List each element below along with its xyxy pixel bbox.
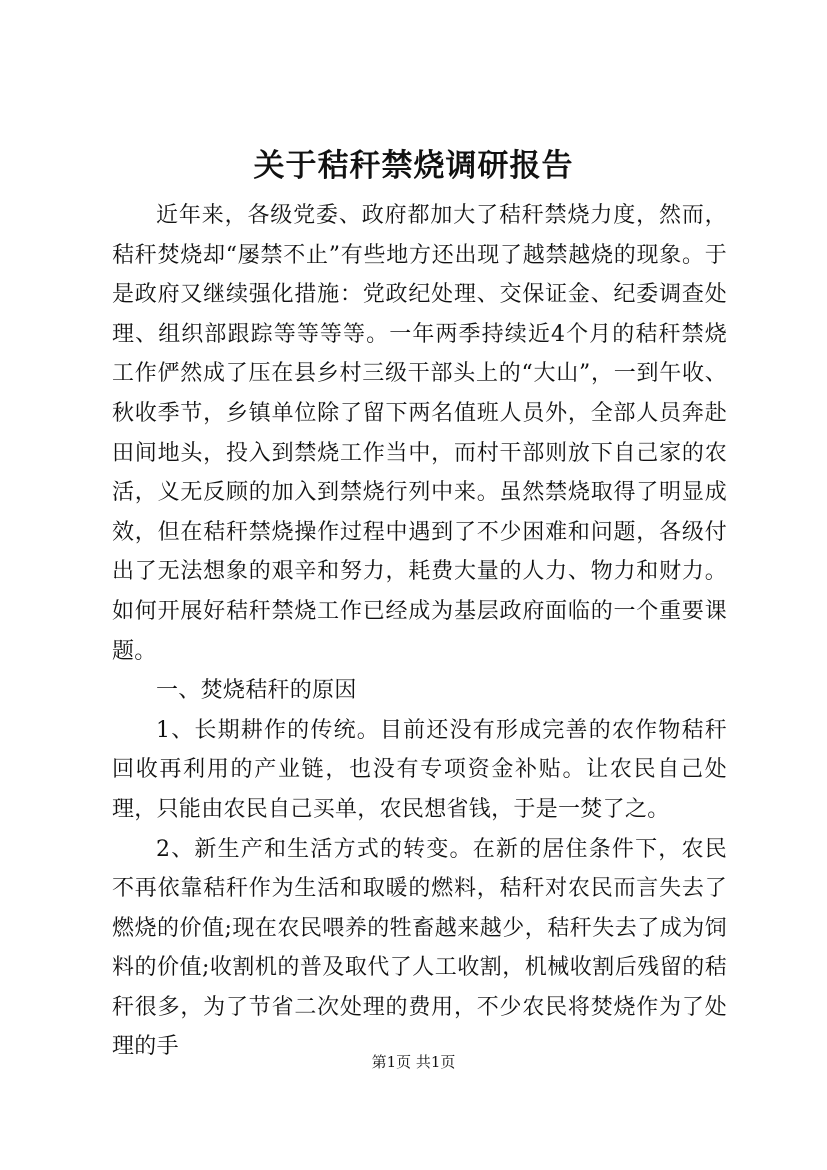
page-number-footer: 第1页 共1页 xyxy=(371,1053,456,1071)
paragraph-reason-1: 1、长期耕作的传统。目前还没有形成完善的农作物秸秆回收再利用的产业链，也没有专项资金补贴。让农民自己处理，只能由农民自己买单，农民想省钱，于是一焚了之。 xyxy=(112,717,727,822)
paragraph-intro: 近年来，各级党委、政府都加大了秸秆禁烧力度，然而，秸秆焚烧却“屡禁不止”有些地方还出现了越禁越烧的现象。于是政府又继续强化措施：党政纪处理、交保证金、纪委调查处理、组织部跟踪等等等等。一年两季持续近4个月的秸秆禁烧工作俨然成了压在县乡村三级干部头上的“大山”，一到午收、秋收季节，乡镇单位除了留下两名值班人员外，全部人员奔赴田间地头，投入到禁烧工作当中，而村干部则放下自己家的农活，义无反顾的加入到禁烧行列中来。虽然禁烧取得了明显成效，但在秸秆禁烧操作过程中遇到了不少困难和问题，各级付出了无法想象的艰辛和努力，耗费大量的人力、物力和财力。如何开展好秸秆禁烧工作已经成为基层政府面临的一个重要课题。 xyxy=(112,203,727,664)
document-body xyxy=(112,196,727,1067)
section-heading-reasons: 一、焚烧秸秆的原因 xyxy=(156,678,357,704)
paragraph-reason-2: 2、新生产和生活方式的转变。在新的居住条件下，农民不再依靠秸秆作为生活和取暖的燃料，秸秆对农民而言失去了燃烧的价值;现在农民喂养的牲畜越来越少，秸秆失去了成为饲料的价值;收割机的普及取代了人工收割，机械收割后残留的秸秆很多，为了节省二次处理的费用，不少农民将焚烧作为了处理的手 xyxy=(112,836,727,1060)
document-title: 关于秸秆禁烧调研报告 xyxy=(253,148,574,184)
